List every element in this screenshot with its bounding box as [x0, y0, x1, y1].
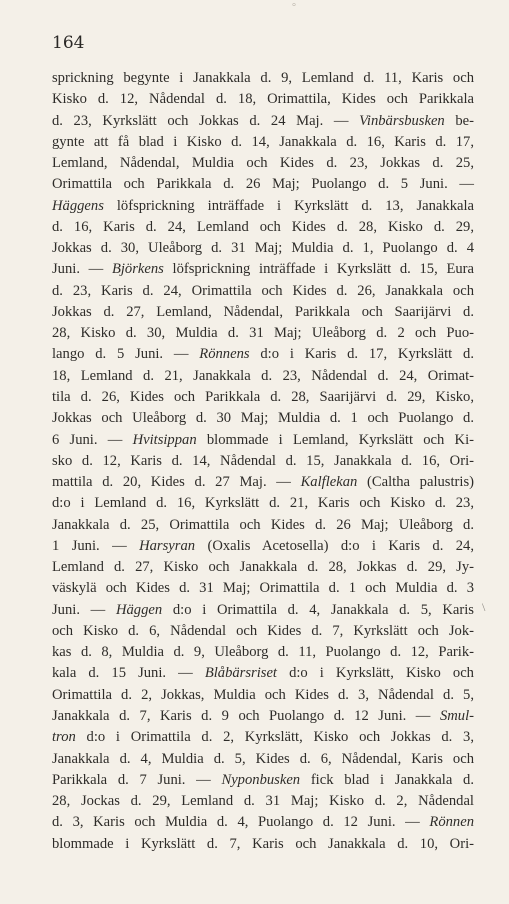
text-line: Janakkala d. 7, Karis d. 9 och Puolango d. 12 Juni. — Smul-	[52, 707, 474, 724]
text-line: 28, Jockas d. 29, Lemland d. 31 Maj; Kisko d. 2, Nådendal	[52, 793, 474, 810]
text-line: väskylä och Kides d. 31 Maj; Orimattila d. 1 och Muldia d. 3	[52, 580, 474, 597]
text-line: d. 23, Kyrkslätt och Jokkas d. 24 Maj. — Vinbärsbusken be-	[52, 112, 474, 129]
text-line: gynte att få blad i Kisko d. 14, Janakkala d. 16, Karis d. 17,	[52, 133, 474, 150]
text-line: Juni. — Häggen d:o i Orimattila d. 4, Janakkala d. 5, Karis	[52, 601, 474, 618]
text-line: sprickning begynte i Janakkala d. 9, Lemland d. 11, Karis och	[52, 70, 474, 86]
text-line: Jokkas d. 30, Uleåborg d. 31 Maj; Muldia d. 1, Puolango d. 4	[52, 240, 474, 257]
text-line: Janakkala d. 4, Muldia d. 5, Kides d. 6, Nådendal, Karis och	[52, 750, 474, 767]
text-line: och Kisko d. 6, Nådendal och Kides d. 7, Kyrkslätt och Jok-	[52, 622, 474, 639]
text-line: kas d. 8, Muldia d. 9, Uleåborg d. 11, Puolango d. 12, Parik-	[52, 644, 474, 661]
text-line: Häggens löfsprickning inträffade i Kyrkslätt d. 13, Janakkala	[52, 197, 474, 214]
text-line: 6 Juni. — Hvitsippan blommade i Lemland, Kyrkslätt och Ki-	[52, 431, 475, 448]
text-line: d:o i Lemland d. 16, Kyrkslätt d. 21, Karis och Kisko d. 23,	[52, 495, 474, 512]
text-line: 1 Juni. — Harsyran (Oxalis Acetosella) d:o i Karis d. 24,	[52, 537, 474, 554]
text-line: kala d. 15 Juni. — Blåbärsriset d:o i Kyrkslätt, Kisko och	[52, 665, 474, 682]
text-line: Orimattila d. 2, Jokkas, Muldia och Kides d. 3, Nådendal d. 5,	[52, 686, 474, 703]
text-line: tila d. 26, Kides och Parikkala d. 28, Saarijärvi d. 29, Kisko,	[52, 388, 474, 405]
text-line: 28, Kisko d. 30, Muldia d. 31 Maj; Uleåborg d. 2 och Puo-	[52, 325, 474, 342]
text-line: sko d. 12, Karis d. 14, Nådendal d. 15, Janakkala d. 16, Ori-	[52, 452, 474, 469]
body-text	[52, 68, 474, 855]
text-line: lango d. 5 Juni. — Rönnens d:o i Karis d. 17, Kyrkslätt d.	[52, 346, 474, 363]
text-line: Jokkas och Uleåborg d. 30 Maj; Muldia d. 1 och Puolango d.	[52, 410, 474, 427]
text-line: 18, Lemland d. 21, Janakkala d. 23, Nådendal d. 24, Orimat-	[52, 367, 474, 384]
text-line: d. 23, Karis d. 24, Orimattila och Kides d. 26, Janakkala och	[52, 282, 474, 299]
text-line: Juni. — Björkens löfsprickning inträffade i Kyrkslätt d. 15, Eura	[52, 261, 474, 278]
text-line: blommade i Kyrkslätt d. 7, Karis och Janakkala d. 10, Ori-	[52, 835, 474, 852]
text-line: tron d:o i Orimattila d. 2, Kyrkslätt, Kisko och Jokkas d. 3,	[52, 729, 474, 746]
text-line: Janakkala d. 25, Orimattila och Kides d. 26 Maj; Uleåborg d.	[52, 516, 474, 533]
text-line: Lemland, Nådendal, Muldia och Kides d. 23, Jokkas d. 25,	[52, 155, 474, 172]
text-line: Jokkas d. 27, Lemland, Nådendal, Parikkala och Saarijärvi d.	[52, 303, 474, 320]
text-line: Kisko d. 12, Nådendal d. 18, Orimattila, Kides och Parikkala	[52, 91, 474, 108]
text-line: Orimattila och Parikkala d. 26 Maj; Puolango d. 5 Juni. —	[52, 176, 474, 193]
page-number: 164	[52, 33, 85, 53]
text-line: d. 16, Karis d. 24, Lemland och Kides d. 28, Kisko d. 29,	[52, 218, 474, 235]
text-line: Lemland d. 27, Kisko och Janakkala d. 28, Jokkas d. 29, Jy-	[52, 559, 474, 576]
text-line: mattila d. 20, Kides d. 27 Maj. — Kalflekan (Caltha palustris)	[52, 474, 474, 491]
margin-mark: \	[482, 600, 486, 614]
text-line: d. 3, Karis och Muldia d. 4, Puolango d. 12 Juni. — Rönnen	[52, 814, 474, 831]
text-line: Parikkala d. 7 Juni. — Nyponbusken fick blad i Janakkala d.	[52, 771, 474, 788]
top-speck-mark: °	[292, 2, 296, 13]
